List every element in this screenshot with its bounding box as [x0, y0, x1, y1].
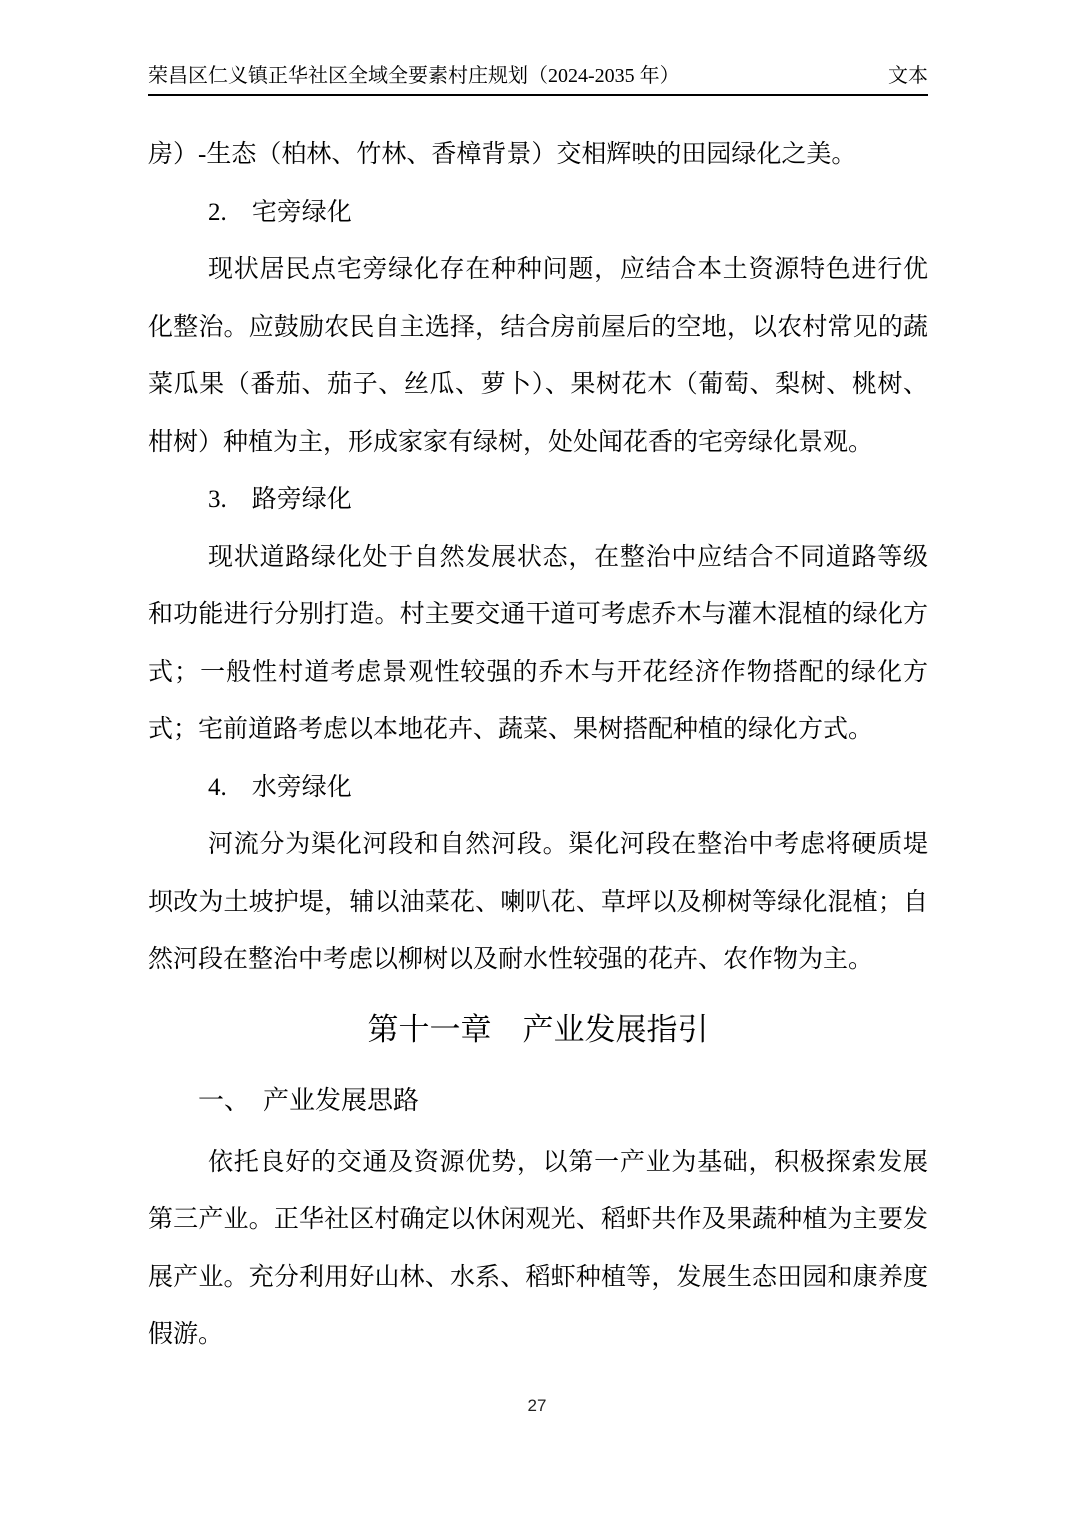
- numbered-heading-2-residence-greening: 2. 宅旁绿化: [208, 198, 352, 226]
- paragraph-roadside-greening: 现状道路绿化处于自然发展状态，在整治中应结合不同道路等级和功能进行分别打造。村主要交通干道可考虑乔木与灌木混植的绿化方式；一般性村道考虑景观性较强的乔木与开花经济作物搭配的绿化方式；宅前道路考虑以本地花卉、蔬菜、果树搭配种植的绿化方式。: [148, 543, 928, 743]
- document-body: [148, 126, 928, 1364]
- paragraph-residence-greening: 现状居民点宅旁绿化存在种种问题，应结合本土资源特色进行优化整治。应鼓励农民自主选择，结合房前屋后的空地，以农村常见的蔬菜瓜果（番茄、茄子、丝瓜、萝卜）、果树花木（葡萄、梨树、桃树、柑树）种植为主，形成家家有绿树，处处闻花香的宅旁绿化景观。: [148, 256, 928, 456]
- page-header: [148, 64, 928, 96]
- page-number: 27: [527, 1396, 547, 1415]
- numbered-heading-3-roadside-greening: 3. 路旁绿化: [208, 486, 352, 513]
- section-heading-industry-development-idea: 一、 产业发展思路: [198, 1086, 420, 1115]
- header-doc-type-label: 文本: [888, 65, 928, 87]
- header-document-title: 荣昌区仁义镇正华社区全域全要素村庄规划（2024-2035 年）: [148, 65, 680, 87]
- paragraph-industry-development-idea: 依托良好的交通及资源优势，以第一产业为基础，积极探索发展第三产业。正华社区村确定以休闲观光、稻虾共作及果蔬种植为主要发展产业。充分利用好山林、水系、稻虾种植等，发展生态田园和康养度假游。: [148, 1148, 928, 1348]
- numbered-heading-4-waterside-greening: 4. 水旁绿化: [208, 773, 352, 801]
- page-footer: [0, 1396, 1074, 1416]
- chapter-heading-industry-development: 第十一章 产业发展指引: [367, 1011, 709, 1047]
- carryover-paragraph: 房）-生态（柏林、竹林、香樟背景）交相辉映的田园绿化之美。: [148, 141, 857, 168]
- paragraph-waterside-greening: 河流分为渠化河段和自然河段。渠化河段在整治中考虑将硬质堤坝改为土坡护堤，辅以油菜花、喇叭花、草坪以及柳树等绿化混植；自然河段在整治中考虑以柳树以及耐水性较强的花卉、农作物为主。: [148, 831, 928, 973]
